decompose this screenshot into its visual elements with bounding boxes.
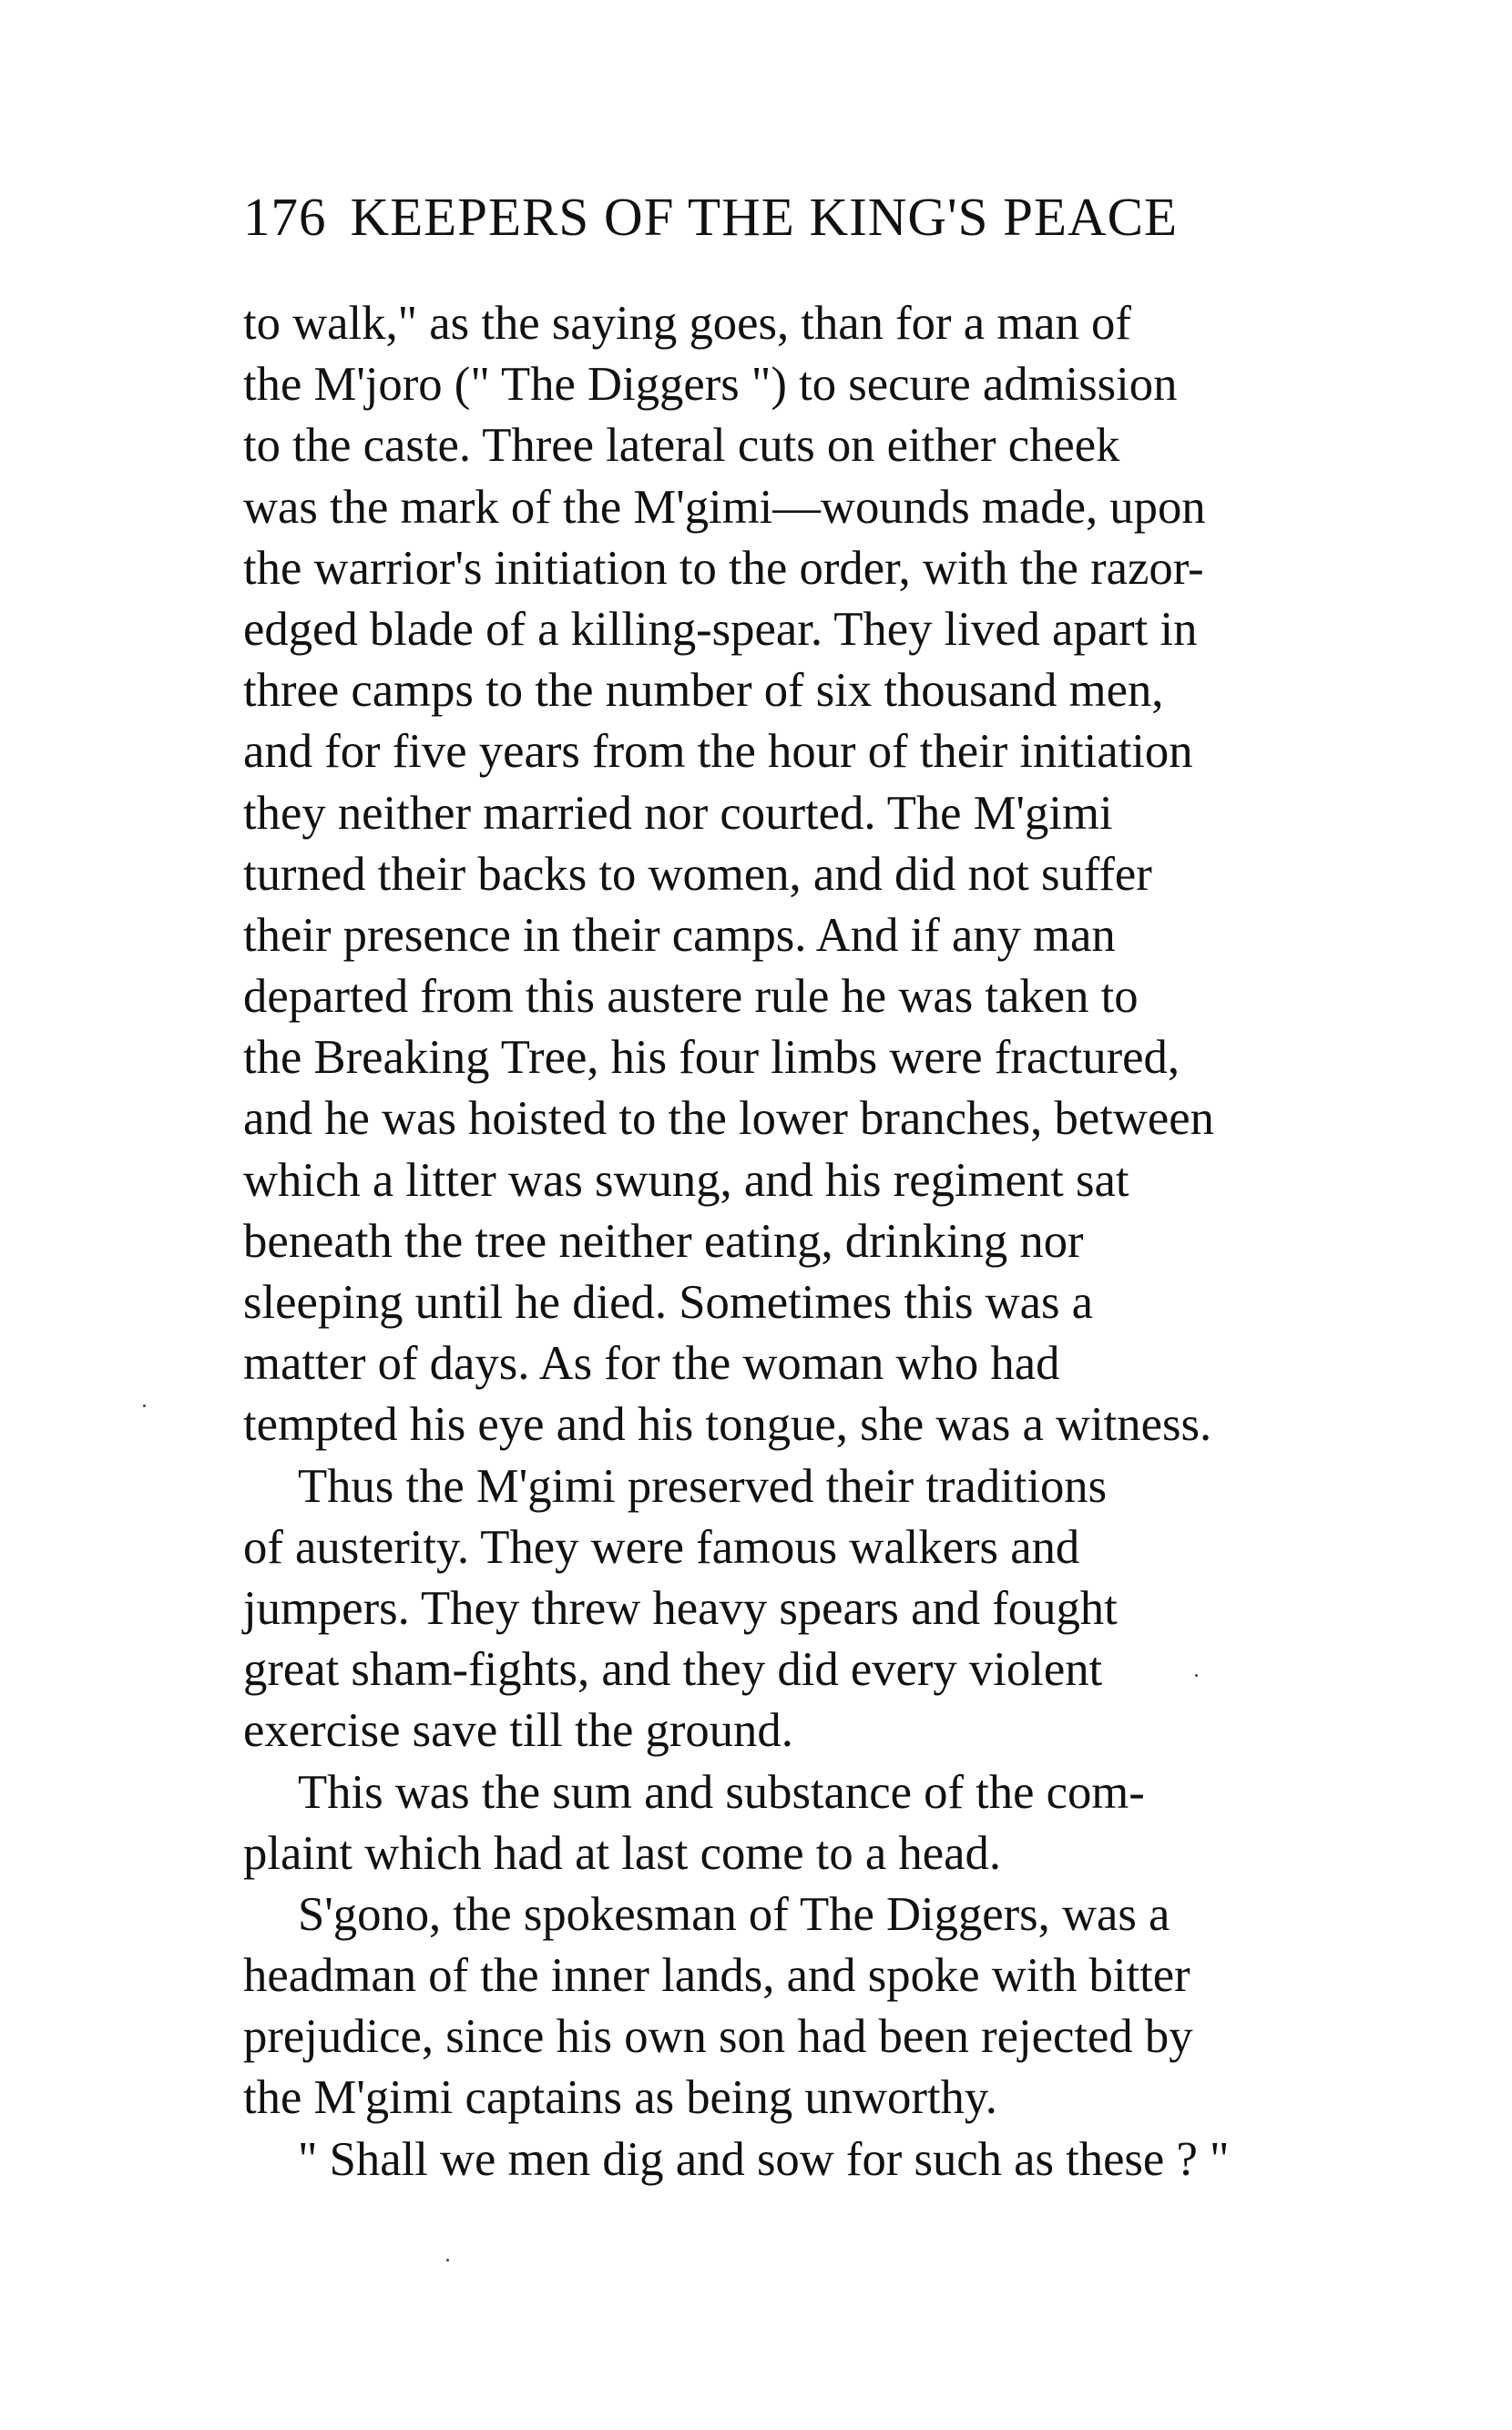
body-text xyxy=(243,293,1409,2190)
text-line: their presence in their camps. And if any man xyxy=(243,908,1116,962)
running-title: KEEPERS OF THE KING'S PEACE xyxy=(350,187,1179,247)
text-line: This was the sum and substance of the com- xyxy=(298,1765,1145,1819)
text-line: beneath the tree neither eating, drinking nor xyxy=(243,1214,1084,1268)
text-line: to walk," as the saying goes, than for a man of xyxy=(243,297,1131,350)
text-line: the warrior's initiation to the order, with the razor- xyxy=(243,541,1204,595)
text-line: headman of the inner lands, and spoke with bitter xyxy=(243,1949,1190,2003)
text-line: prejudice, since his own son had been rejected by xyxy=(243,2010,1193,2064)
text-line: the Breaking Tree, his four limbs were fractured, xyxy=(243,1031,1180,1085)
text-line: the M'joro (" The Diggers ") to secure admission xyxy=(243,358,1178,412)
text-line: to the caste. Three lateral cuts on either cheek xyxy=(243,419,1120,473)
text-line: the M'gimi captains as being unworthy. xyxy=(243,2071,997,2125)
page-number: 176 xyxy=(243,187,327,247)
text-line: turned their backs to women, and did not suffer xyxy=(243,847,1152,901)
text-line: and he was hoisted to the lower branches, between xyxy=(243,1092,1214,1146)
text-line: three camps to the number of six thousand men, xyxy=(243,664,1164,718)
text-line: " Shall we men dig and sow for such as these ? " xyxy=(298,2132,1230,2186)
text-line: S'gono, the spokesman of The Diggers, was a xyxy=(298,1887,1170,1941)
text-line: matter of days. As for the woman who had xyxy=(243,1337,1060,1391)
text-line: plaint which had at last come to a head. xyxy=(243,1826,1001,1880)
text-line: exercise save till the ground. xyxy=(243,1704,793,1758)
text-line: great sham-fights, and they did every violent xyxy=(243,1643,1103,1697)
text-line: sleeping until he died. Sometimes this was a xyxy=(243,1276,1094,1329)
text-line: which a litter was swung, and his regiment sat xyxy=(243,1153,1129,1207)
text-line: jumpers. They threw heavy spears and fought xyxy=(243,1581,1118,1635)
text-line: was the mark of the M'gimi—wounds made, upon xyxy=(243,480,1206,534)
text-line: of austerity. They were famous walkers and xyxy=(243,1520,1080,1574)
text-line: edged blade of a killing-spear. They lived apart in xyxy=(243,602,1198,656)
text-line: Thus the M'gimi preserved their traditions xyxy=(298,1459,1108,1513)
stray-ink-mark xyxy=(1195,1674,1198,1677)
running-head xyxy=(243,180,1373,253)
stray-ink-mark xyxy=(446,2259,449,2262)
text-line: they neither married nor courted. The M'gimi xyxy=(243,786,1113,840)
text-line: tempted his eye and his tongue, she was a witness. xyxy=(243,1398,1212,1452)
text-line: and for five years from the hour of their initiation xyxy=(243,725,1193,779)
text-line: departed from this austere rule he was taken to xyxy=(243,970,1139,1024)
stray-ink-mark xyxy=(143,1404,146,1407)
